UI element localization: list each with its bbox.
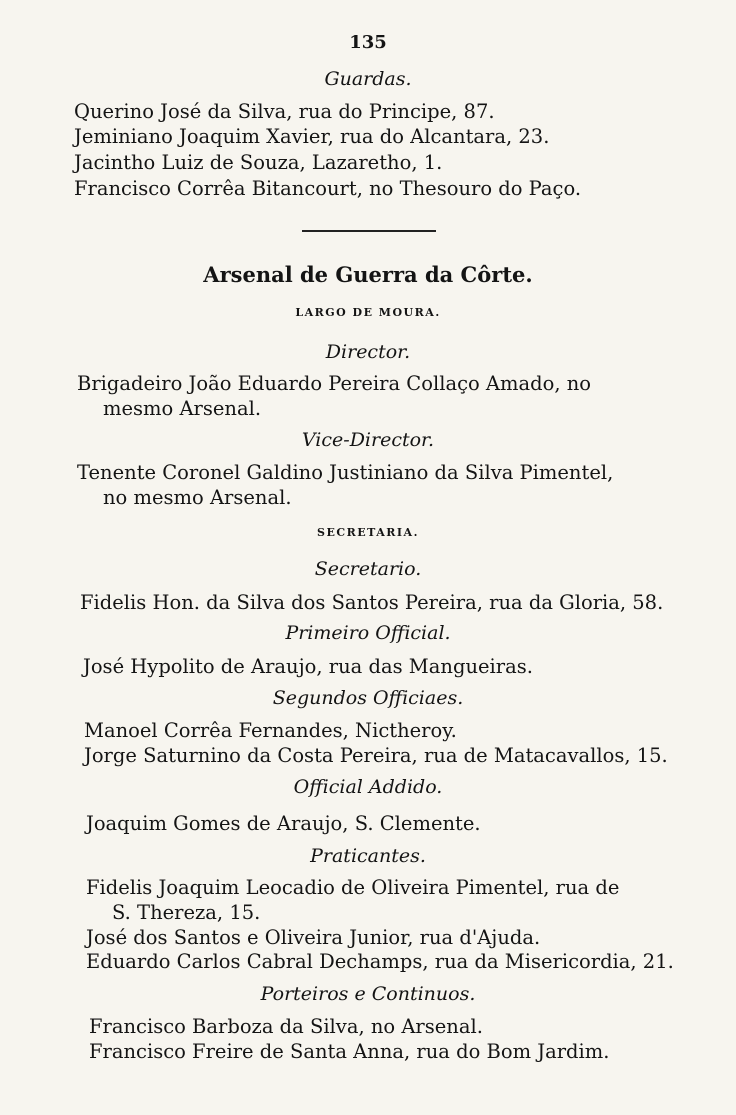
guardas-entry: Querino José da Silva, rua do Principe, 87. [74,100,495,123]
section-divider [302,230,436,232]
official-addido-entry: Joaquim Gomes de Araujo, S. Clemente. [86,812,481,835]
vice-director-line: no mesmo Arsenal. [103,486,292,509]
secretario-entry: Fidelis Hon. da Silva dos Santos Pereira, rua da Gloria, 58. [80,591,664,614]
director-line: Brigadeiro João Eduardo Pereira Collaço Amado, no [77,372,592,395]
praticantes-entry: Fidelis Joaquim Leocadio de Oliveira Pimentel, rua de [86,876,620,899]
guardas-heading: Guardas. [324,68,412,90]
vice-director-line: Tenente Coronel Galdino Justiniano da Silva Pimentel, [77,461,614,484]
praticantes-entry: S. Thereza, 15. [112,901,261,924]
secretaria-heading: SECRETARIA. [317,526,419,539]
primeiro-official-entry: José Hypolito de Araujo, rua das Mangueiras. [83,655,533,678]
praticantes-heading: Praticantes. [310,845,426,867]
segundos-officiaes-heading: Segundos Officiaes. [272,687,464,709]
primeiro-official-heading: Primeiro Official. [285,622,451,644]
guardas-entry: Jacintho Luiz de Souza, Lazaretho, 1. [74,151,443,174]
section-title: Arsenal de Guerra da Côrte. [203,262,533,287]
director-heading: Director. [325,341,411,363]
segundos-officiaes-entry: Manoel Corrêa Fernandes, Nictheroy. [84,719,457,742]
segundos-officiaes-entry: Jorge Saturnino da Costa Pereira, rua de Matacavallos, 15. [84,744,668,767]
guardas-entry: Jeminiano Joaquim Xavier, rua do Alcantara, 23. [74,125,550,148]
porteiros-heading: Porteiros e Continuos. [260,983,476,1005]
official-addido-heading: Official Addido. [293,776,443,798]
director-line: mesmo Arsenal. [103,397,262,420]
praticantes-entry: Eduardo Carlos Cabral Dechamps, rua da Misericordia, 21. [86,950,674,973]
guardas-entry: Francisco Corrêa Bitancourt, no Thesouro do Paço. [74,177,582,200]
porteiros-entry: Francisco Barboza da Silva, no Arsenal. [89,1015,483,1038]
porteiros-entry: Francisco Freire de Santa Anna, rua do Bom Jardim. [89,1040,610,1063]
secretario-heading: Secretario. [314,558,422,580]
page-number: 135 [349,32,387,53]
location-label: LARGO DE MOURA. [295,306,441,319]
praticantes-entry: José dos Santos e Oliveira Junior, rua d'Ajuda. [86,926,541,949]
vice-director-heading: Vice-Director. [301,429,435,451]
